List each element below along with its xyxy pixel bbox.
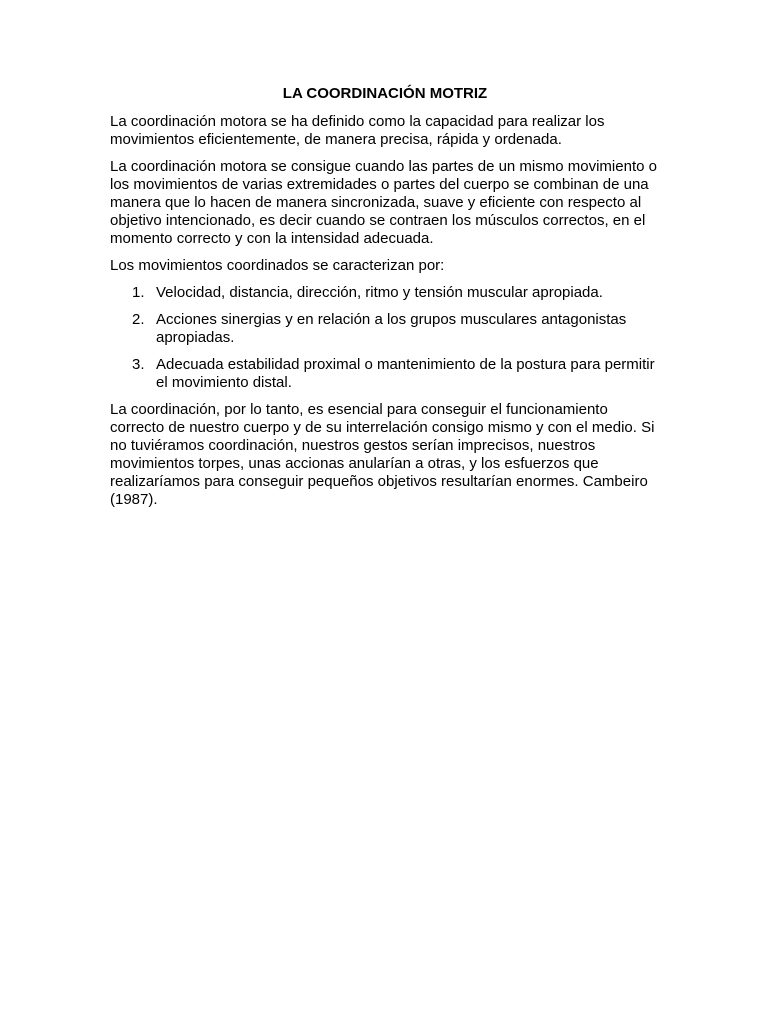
paragraph-list-intro: Los movimientos coordinados se caracterizan por: (110, 257, 445, 274)
list-item (110, 284, 660, 302)
list-item-text: Velocidad, distancia, dirección, ritmo y tensión muscular apropiada. (156, 284, 603, 301)
list-item-text: Adecuada estabilidad proximal o mantenimiento de la postura para permitir el movimiento distal. (156, 356, 655, 391)
list-item-number: 3. (132, 356, 145, 373)
list-item (110, 356, 660, 392)
list-item-number: 1. (132, 284, 145, 301)
list-item-number: 2. (132, 311, 145, 328)
document-page (110, 85, 660, 518)
paragraph-achievement: La coordinación motora se consigue cuando las partes de un mismo movimiento o los movimientos de varias extremidades o partes del cuerpo se combinan de una manera que lo hacen de manera sincronizada, suave y eficiente con respecto al objetivo intencionado, es decir cuando se contraen los músculos correctos, en el momento correcto y con la intensidad adecuada. (110, 158, 657, 247)
document-title: LA COORDINACIÓN MOTRIZ (282, 85, 488, 102)
characteristics-list (110, 284, 660, 392)
paragraph-definition: La coordinación motora se ha definido como la capacidad para realizar los movimientos eficientemente, de manera precisa, rápida y ordenada. (110, 113, 605, 148)
list-item-text: Acciones sinergias y en relación a los grupos musculares antagonistas apropiadas. (156, 311, 627, 346)
paragraph-closing: La coordinación, por lo tanto, es esencial para conseguir el funcionamiento correcto de nuestro cuerpo y de su interrelación consigo mismo y con el medio. Si no tuviéramos coordinación, nuestros gestos serían imprecisos, nuestros movimientos torpes, unas accionas anularían a otras, y los esfuerzos que realizaríamos para conseguir pequeños objetivos resultarían enormes. Cambeiro (1987). (110, 401, 655, 508)
list-item (110, 311, 660, 347)
